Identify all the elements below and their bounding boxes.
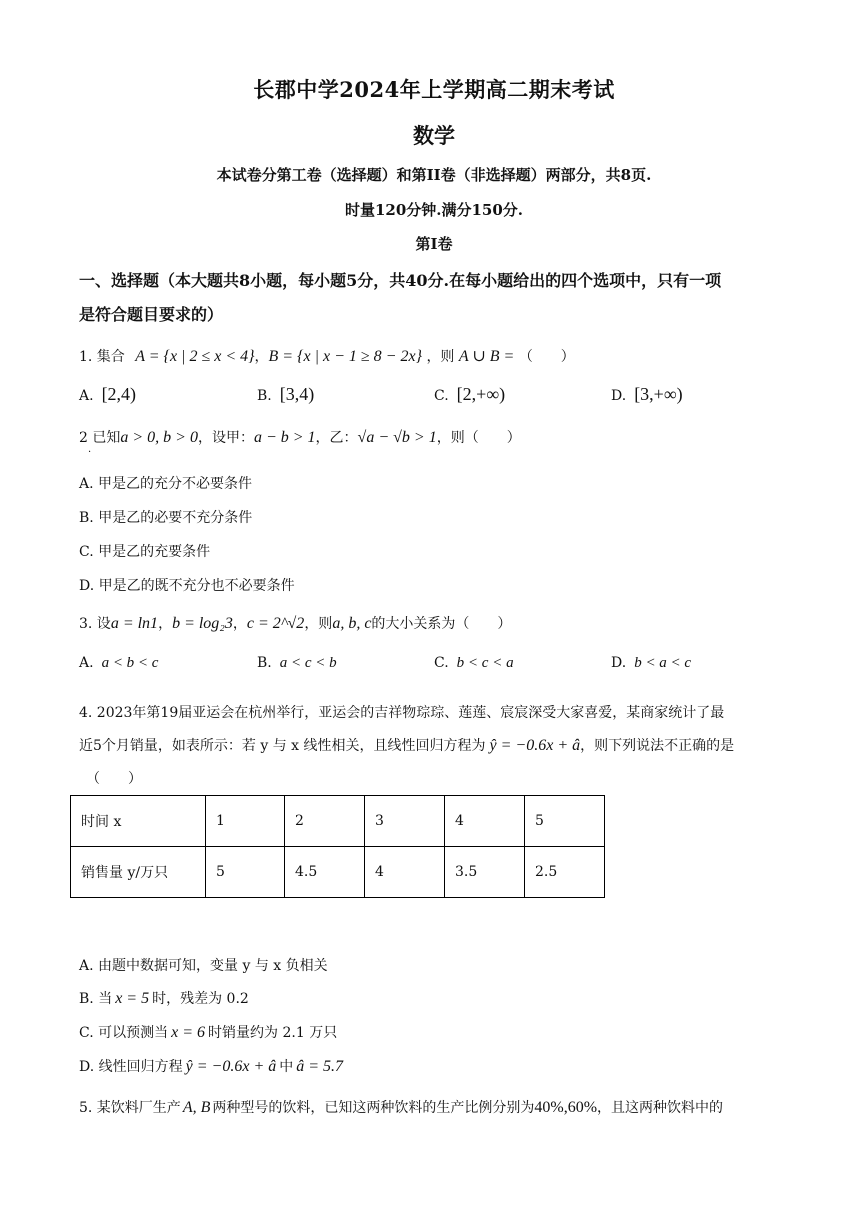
q4-paren: （ ）: [86, 771, 142, 787]
table-cell: 5: [206, 847, 285, 898]
option-label: B.: [257, 388, 272, 404]
q2-option-c[interactable]: C. 甲是乙的充要条件: [79, 544, 211, 560]
table-row: [71, 847, 605, 898]
option-text: 中: [279, 1059, 294, 1075]
option-label: A.: [79, 388, 94, 404]
q1-set-b: B = {x | x − 1 ≥ 8 − 2x}: [268, 348, 422, 365]
table-cell: 4: [445, 796, 525, 847]
q1-union: A ∪ B =: [458, 348, 515, 365]
option-value: b < a < c: [634, 655, 692, 671]
q3-suffix-pre: ，则: [304, 616, 333, 632]
q2-jia-expr: a − b > 1: [253, 429, 316, 446]
q1-option-c[interactable]: [434, 384, 505, 405]
q2-option-a[interactable]: A. 甲是乙的充分不必要条件: [79, 476, 253, 492]
q4-regression-eq: ŷ = −0.6x + â: [489, 737, 581, 754]
q1-paren: （ ）: [518, 349, 575, 365]
q3-b-expr: b = log₂3: [172, 615, 233, 632]
option-label: A.: [79, 655, 94, 671]
option-label: D.: [611, 388, 627, 404]
option-text: B. 当: [79, 991, 113, 1007]
q2-then: ，则（ ）: [436, 430, 521, 446]
section-heading-line1: 一、选择题（本大题共8小题，每小题5分，共40分.在每小题给出的四个选项中，只有一项: [79, 271, 722, 290]
q1-set-a: A = {x | 2 ≤ x < 4}: [135, 348, 255, 365]
option-text: C. 可以预测当: [79, 1025, 169, 1041]
table-cell: 2.5: [525, 847, 605, 898]
option-value: [2,4): [101, 384, 137, 404]
option-text: 时，残差为 0.2: [152, 991, 249, 1007]
option-expr: ŷ = −0.6x + â: [185, 1058, 277, 1075]
q3-option-a[interactable]: [79, 655, 158, 672]
option-value: b < c < a: [456, 655, 514, 671]
table-cell: 3.5: [445, 847, 525, 898]
option-expr: â = 5.7: [296, 1058, 344, 1075]
q3-option-d[interactable]: [611, 655, 691, 672]
q4-option-a[interactable]: A. 由题中数据可知，变量 y 与 x 负相关: [79, 958, 328, 974]
q2-option-b[interactable]: B. 甲是乙的必要不充分条件: [79, 510, 253, 526]
q2-prefix: 2 已知: [79, 430, 121, 446]
option-text: D. 线性回归方程: [79, 1059, 183, 1075]
option-value: [3,4): [279, 384, 315, 404]
question-4-line1: 4. 2023年第19届亚运会在杭州举行，亚运会的吉祥物琮琮、莲莲、宸宸深受大家喜爱，某商家统计了最: [79, 705, 725, 721]
q5-vars: A, B: [182, 1099, 211, 1116]
exam-subject: 数学: [413, 123, 455, 148]
q1-prefix: 1. 集合: [79, 349, 125, 365]
question-3: 3. 设a = ln1，b = log₂3，c = 2^√2，则a, b, c的大小关系为（ ）: [79, 615, 512, 632]
q3-suffix: 的大小关系为（ ）: [371, 616, 512, 632]
q4-option-d[interactable]: [79, 1056, 343, 1076]
volume-heading: 第I卷: [415, 235, 453, 253]
q1-option-a[interactable]: [79, 384, 136, 405]
q5-ratio: 40%,60%: [534, 1099, 598, 1116]
q2-yi-expr: √a − √b > 1: [357, 429, 437, 446]
q3-c-expr: c = 2^√2: [246, 615, 305, 632]
q5-text: ，且这两种饮料中的: [597, 1100, 724, 1116]
q2-jia: ，设甲：: [197, 430, 254, 446]
table-row: [71, 796, 605, 847]
q2-condition: a > 0, b > 0: [120, 429, 198, 446]
table-cell: 销售量 y/万只: [71, 847, 206, 898]
option-label: B.: [257, 655, 272, 671]
exam-info-structure: 本试卷分第工卷（选择题）和第II卷（非选择题）两部分，共8页.: [216, 166, 652, 184]
q3-vars: a, b, c: [332, 615, 372, 632]
q4-option-b[interactable]: [79, 988, 249, 1008]
table-cell: 5: [525, 796, 605, 847]
q2-yi: ，乙：: [315, 430, 358, 446]
q3-a-expr: a = ln1: [110, 615, 159, 632]
question-5: [79, 1097, 723, 1117]
q1-sep: ，: [254, 349, 269, 365]
table-cell: 1: [206, 796, 285, 847]
table-cell: 3: [365, 796, 445, 847]
q1-then: ，则: [426, 349, 455, 365]
table-cell: 4.5: [285, 847, 365, 898]
q4-line2-post: ，则下列说法不正确的是: [580, 738, 735, 754]
stray-dot: ·: [88, 447, 92, 458]
q1-option-d[interactable]: [611, 384, 683, 405]
q3-prefix: 3. 设: [79, 616, 111, 632]
table-cell: 4: [365, 847, 445, 898]
question-1: [79, 346, 575, 366]
option-label: C.: [434, 388, 449, 404]
section-heading-line2: 是符合题目要求的）: [79, 305, 224, 324]
table-cell: 2: [285, 796, 365, 847]
question-4-line2: [79, 735, 734, 755]
q3-option-c[interactable]: [434, 655, 514, 672]
q1-option-b[interactable]: [257, 384, 314, 405]
question-2: [79, 427, 521, 447]
q4-line2-pre: 近5个月销量，如表所示：若 y 与 x 线性相关，且线性回归方程为: [79, 738, 486, 754]
exam-title: 长郡中学2024年上学期高二期末考试: [253, 77, 615, 102]
option-value: a < b < c: [101, 655, 159, 671]
q5-text: 两种型号的饮料，已知这两种饮料的生产比例分别为: [212, 1100, 535, 1116]
q4-option-c[interactable]: [79, 1022, 337, 1042]
exam-info-time: 时量120分钟.满分150分.: [344, 201, 524, 219]
option-expr: x = 5: [115, 990, 150, 1007]
option-expr: x = 6: [171, 1024, 206, 1041]
option-value: a < c < b: [279, 655, 337, 671]
table-cell: 时间 x: [71, 796, 206, 847]
q5-text: 5. 某饮料厂生产: [79, 1100, 181, 1116]
option-value: [3,+∞): [634, 384, 683, 404]
sales-table: [70, 795, 605, 898]
q2-option-d[interactable]: D. 甲是乙的既不充分也不必要条件: [79, 578, 295, 594]
option-value: [2,+∞): [456, 384, 506, 404]
option-text: 时销量约为 2.1 万只: [208, 1025, 338, 1041]
q3-option-b[interactable]: [257, 655, 337, 672]
option-label: D.: [611, 655, 627, 671]
option-label: C.: [434, 655, 449, 671]
